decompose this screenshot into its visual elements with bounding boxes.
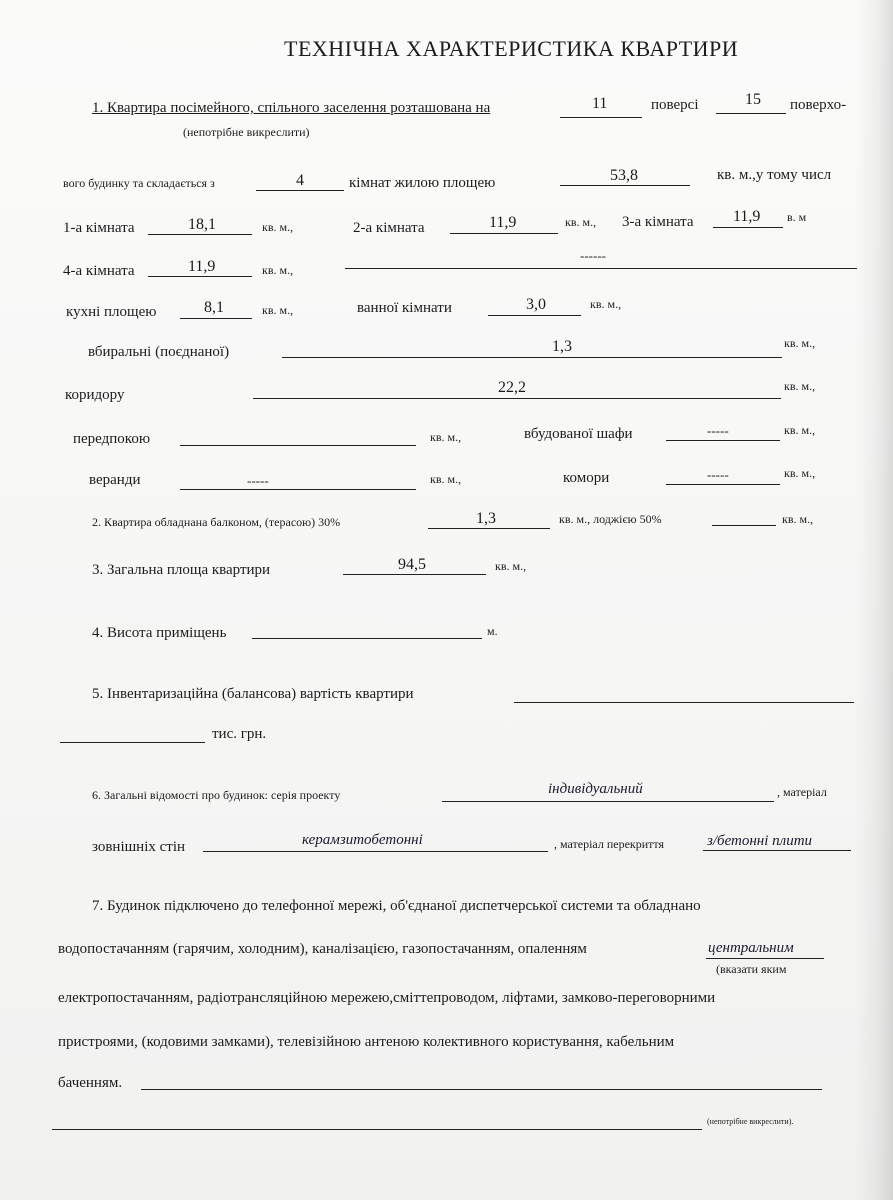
height-underline bbox=[252, 638, 482, 639]
room2-unit: кв. м., bbox=[565, 215, 597, 229]
section1-line2-start: вого будинку та складається з bbox=[63, 176, 215, 190]
room4-label: 4-а кімната bbox=[63, 263, 135, 279]
room3-unit: в. м bbox=[787, 210, 807, 224]
room2-label: 2-а кімната bbox=[353, 220, 425, 236]
corridor-unit: кв. м., bbox=[784, 379, 816, 393]
room4-value: 11,9 bbox=[188, 258, 216, 275]
veranda-label: веранди bbox=[89, 472, 141, 488]
total-floors-label: поверхо- bbox=[790, 97, 847, 113]
note-strike-through: (непотрібне викреслити) bbox=[183, 125, 310, 139]
extra-room-dash: ------ bbox=[580, 248, 606, 263]
section7-line2: водопостачанням (гарячим, холодним), каналізацією, газопостачанням, опаленням bbox=[58, 941, 587, 957]
room1-underline bbox=[148, 234, 252, 235]
balcony-underline bbox=[428, 528, 550, 529]
storage-unit: кв. м., bbox=[784, 466, 816, 480]
bathroom-underline bbox=[488, 315, 581, 316]
toilet-underline bbox=[282, 357, 782, 358]
section6-label: 6. Загальні відомості про будинок: серія проекту bbox=[92, 788, 341, 802]
loggia-underline bbox=[712, 525, 776, 526]
ceiling-underline bbox=[703, 850, 851, 851]
living-area-underline bbox=[560, 185, 690, 186]
ceiling-value: з/бетонні плити bbox=[707, 833, 813, 849]
living-area-value: 53,8 bbox=[610, 167, 638, 184]
heating-note: (вказати яким bbox=[716, 962, 787, 976]
corridor-value: 22,2 bbox=[498, 379, 526, 396]
ceiling-label: , матеріал перекриття bbox=[554, 837, 665, 851]
section5-unit: тис. грн. bbox=[212, 726, 267, 742]
document-title: ТЕХНІЧНА ХАРАКТЕРИСТИКА КВАРТИРИ bbox=[284, 36, 739, 61]
total-floors-underline bbox=[716, 113, 786, 114]
room4-unit: кв. м., bbox=[262, 263, 294, 277]
section1-line1: 1. Квартира посімейного, спільного заселення розташована на bbox=[92, 100, 491, 116]
corridor-underline bbox=[253, 398, 781, 399]
corridor-label: коридору bbox=[65, 387, 125, 403]
floor-underline bbox=[560, 117, 642, 118]
hallway-underline bbox=[180, 445, 416, 446]
kitchen-unit: кв. м., bbox=[262, 303, 294, 317]
value-underline-1 bbox=[514, 702, 854, 703]
hallway-label: передпокою bbox=[73, 431, 151, 447]
section2-text: 2. Квартира обладнана балконом, (терасою) 30% bbox=[92, 515, 341, 529]
walls-label: зовнішніх стін bbox=[92, 839, 186, 855]
walls-value: керамзитобетонні bbox=[302, 832, 423, 848]
kitchen-underline bbox=[180, 318, 252, 319]
rooms-value: 4 bbox=[296, 172, 304, 189]
series-value: індивідуальний bbox=[548, 781, 643, 797]
room4-underline bbox=[148, 276, 252, 277]
storage-underline bbox=[666, 484, 780, 485]
section7-line5: баченням. bbox=[58, 1075, 123, 1091]
balcony-value: 1,3 bbox=[476, 510, 496, 527]
extra-room-underline bbox=[345, 268, 857, 269]
veranda-underline bbox=[180, 489, 416, 490]
bathroom-value: 3,0 bbox=[526, 296, 546, 313]
section7-line3: електропостачанням, радіотрансляційною мережею,сміттепроводом, ліфтами, замково-переговорними bbox=[58, 990, 716, 1006]
bathroom-unit: кв. м., bbox=[590, 297, 622, 311]
section7-underline-2 bbox=[52, 1129, 702, 1130]
room3-value: 11,9 bbox=[733, 208, 761, 225]
wardrobe-unit: кв. м., bbox=[784, 423, 816, 437]
section7-underline-1 bbox=[141, 1089, 822, 1090]
toilet-unit: кв. м., bbox=[784, 336, 816, 350]
kitchen-value: 8,1 bbox=[204, 299, 224, 316]
room1-label: 1-а кімната bbox=[63, 220, 135, 236]
room3-label: 3-а кімната bbox=[622, 214, 694, 230]
height-unit: м. bbox=[487, 624, 498, 638]
series-underline bbox=[442, 801, 774, 802]
storage-label: комори bbox=[563, 470, 610, 486]
total-floors-value: 15 bbox=[745, 91, 761, 108]
toilet-label: вбиральні (поєднаної) bbox=[88, 344, 230, 360]
page-edge-shadow bbox=[855, 0, 893, 1200]
room1-unit: кв. м., bbox=[262, 220, 294, 234]
veranda-unit: кв. м., bbox=[430, 472, 462, 486]
heating-underline bbox=[706, 958, 824, 959]
living-area-unit: кв. м.,у тому числ bbox=[717, 167, 832, 183]
total-area-underline bbox=[343, 574, 486, 575]
footer-note: (непотрібне викреслити). bbox=[707, 1117, 794, 1126]
bathroom-label: ванної кімнати bbox=[357, 300, 452, 316]
room2-value: 11,9 bbox=[489, 214, 517, 231]
floor-label: поверсі bbox=[651, 97, 699, 113]
rooms-label: кімнат жилою площею bbox=[349, 175, 496, 191]
room3-underline bbox=[713, 227, 783, 228]
storage-value: ----- bbox=[707, 467, 729, 482]
room2-underline bbox=[450, 233, 558, 234]
section4-label: 4. Висота приміщень bbox=[92, 625, 227, 641]
veranda-value: ----- bbox=[247, 473, 269, 488]
total-area-value: 94,5 bbox=[398, 556, 426, 573]
kitchen-label: кухні площею bbox=[66, 304, 157, 320]
hallway-unit: кв. м., bbox=[430, 430, 462, 444]
walls-underline bbox=[203, 851, 548, 852]
section7-line4: пристроями, (кодовими замками), телевізійною антеною колективного користування, кабельним bbox=[58, 1034, 675, 1050]
room1-value: 18,1 bbox=[188, 216, 216, 233]
wardrobe-value: ----- bbox=[707, 423, 729, 438]
wardrobe-label: вбудованої шафи bbox=[524, 426, 633, 442]
rooms-underline bbox=[256, 190, 344, 191]
total-area-unit: кв. м., bbox=[495, 559, 527, 573]
value-underline-2 bbox=[60, 742, 205, 743]
section3-label: 3. Загальна площа квартири bbox=[92, 562, 271, 578]
floor-value: 11 bbox=[592, 95, 608, 112]
material-label: , матеріал bbox=[777, 785, 827, 799]
section5-label: 5. Інвентаризаційна (балансова) вартість квартири bbox=[92, 686, 414, 702]
loggia-label: кв. м., лоджією 50% bbox=[559, 512, 662, 526]
heating-value: центральним bbox=[708, 940, 794, 956]
loggia-unit: кв. м., bbox=[782, 512, 814, 526]
toilet-value: 1,3 bbox=[552, 338, 572, 355]
section7-line1: 7. Будинок підключено до телефонної мережі, об'єднаної диспетчерської системи та обладнано bbox=[92, 898, 701, 914]
wardrobe-underline bbox=[666, 440, 780, 441]
